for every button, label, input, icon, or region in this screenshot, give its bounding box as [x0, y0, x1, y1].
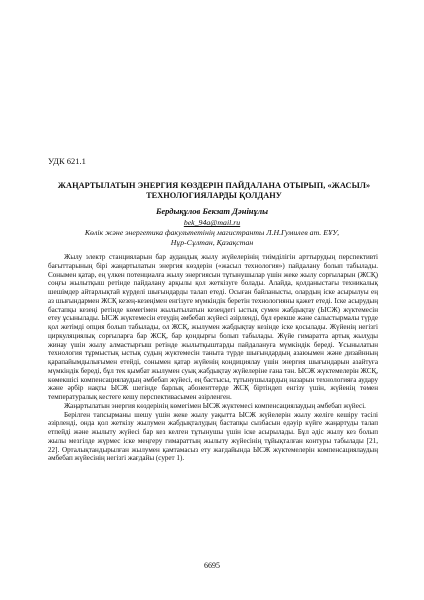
body-paragraph-1: Жылу электр станцияларын бар аудандық жылу жүйелерінің тиімділігін арттырудың перспективті бағыттарының бірі жаңартылатын энергия көздерін («жасыл технология») пайдалану болып табылады. Сонымен қатар, ең үлкен потенциалға жылу энергиясын тұтынушылар үшін жеке жылу сорғыларын (ЖСҚ) соңғы жылытқыш ретінде пайдалану арқылы қол жеткізуге болады. Алайда, қолданыстағы техникалық шешімдер айтарлықтай күрделі шығындарды талап етеді. Осыған байланысты, олардың іске асырылуы ең аз шығындармен ЖСҚ кезең-кезеңімен енгізуге мүмкіндік беретін технологияны қажет етеді. Іске асырудың бастапқы кезеңі ретінде көмегімен жылытылатын кезеңдегі ыстық сумен жабдықтау (ЫСЖ) жүктемесін етеу ұсынылады. ЫСЖ жүктемесін етеудің әмбебап жүйесі әзірленді, бұл ерекше және салыстырмалы түрде қол жетімді опция болып табылады, ол ЖСҚ, жылумен жабдықтау кезінде іске қосылады. Жүйенің негізгі циркуляциялық сорғыларға бар ЖСҚ, бар қондырғы болып табылады. Жүйе гимаратта артық жылуды жинау үшін жылу алмастырғыш ретінде жылытқыштарды пайдалануға мүмкіндік береді. Ұсынылатын технология тұрмыстық ыстық судың жүктемесін таныта түрде шығындардың азаюымен және дизайнның қарапайымдылығымен етейді, сонымен қатар жүйенің кондициялау үшін энергия шығындарын азайтуға мүмкіндік береді, бұл тек қымбат жылумен суық жабдықтау жүйелеріне ғана тән. ЫСЖ жүктемелерін ЖСҚ, көмекшісі компенсациялаудың әмбебап жүйесі, ең бастысы, тұтынушылардың назарын технологияға аудару және әрбір нақты ЫСЖ шегінде барлық абоненттерде ЖСҚ біртіндеп енгізу үшін, жүйенің төмен температуралық кестеге кешу перспективасымен әзірленген. [48, 253, 378, 401]
affiliation-line-2: Нұр-Сұлтан, Қазақстан [170, 238, 254, 247]
title-line-1: ЖАҢАРТЫЛАТЫН ЭНЕРГИЯ КӨЗДЕРІН ПАЙДАЛАНА ОТЫРЫП, «ЖАСЫЛ» [57, 181, 371, 190]
author-affiliation [0, 228, 424, 248]
affiliation-line-1: Көлік және энергетика факультетінің магистранты Л.Н.Гумилев ат. ЕҰУ, [84, 228, 340, 237]
title-line-2: ТЕХНОЛОГИЯЛАРДЫ ҚОЛДАНУ [146, 191, 282, 200]
udk-code: УДК 621.1 [48, 156, 86, 166]
body-paragraph-2: Жаңартылатын энергия көздерінің көмегімен ЫСЖ жүктемесі компенсациялаудың әмбебап жүйесі. [64, 401, 366, 410]
article-title [54, 181, 374, 201]
body-paragraph-3: Берілген тапсырманы шешу үшін жеке жылу уақытта ЫСЖ жүйелерін жылу желіге кешіру тәсілі әзірленді, онда қол жеткізу жылумен жабдықталудың бастапқы сызбасын едәуір күйге жаңартуды талап етпейді және жылыту жүйесі бар кез келген тұтынушы үшін іске асырылады. Бұл әдіс жылу кез болып жылы мезгілде жүрмес іске меңгеру гимараттың жылыту жүйесінің тұйықталған контуры табылады [21, 22]. Орталықтандырылған жылумен қамтамасыз ету жағдайында ЫСЖ жүктемелерін компенсациялаудың әмбебап жүйесінің негізгі жағдайы (сурет 1). [48, 410, 378, 463]
page-number: 6695 [204, 561, 220, 570]
article-body [48, 253, 378, 463]
author-email[interactable]: bek_94a@mail.ru [183, 218, 241, 227]
author-name: Бердықұлов Бекзат Дәнінұлы [155, 206, 269, 216]
